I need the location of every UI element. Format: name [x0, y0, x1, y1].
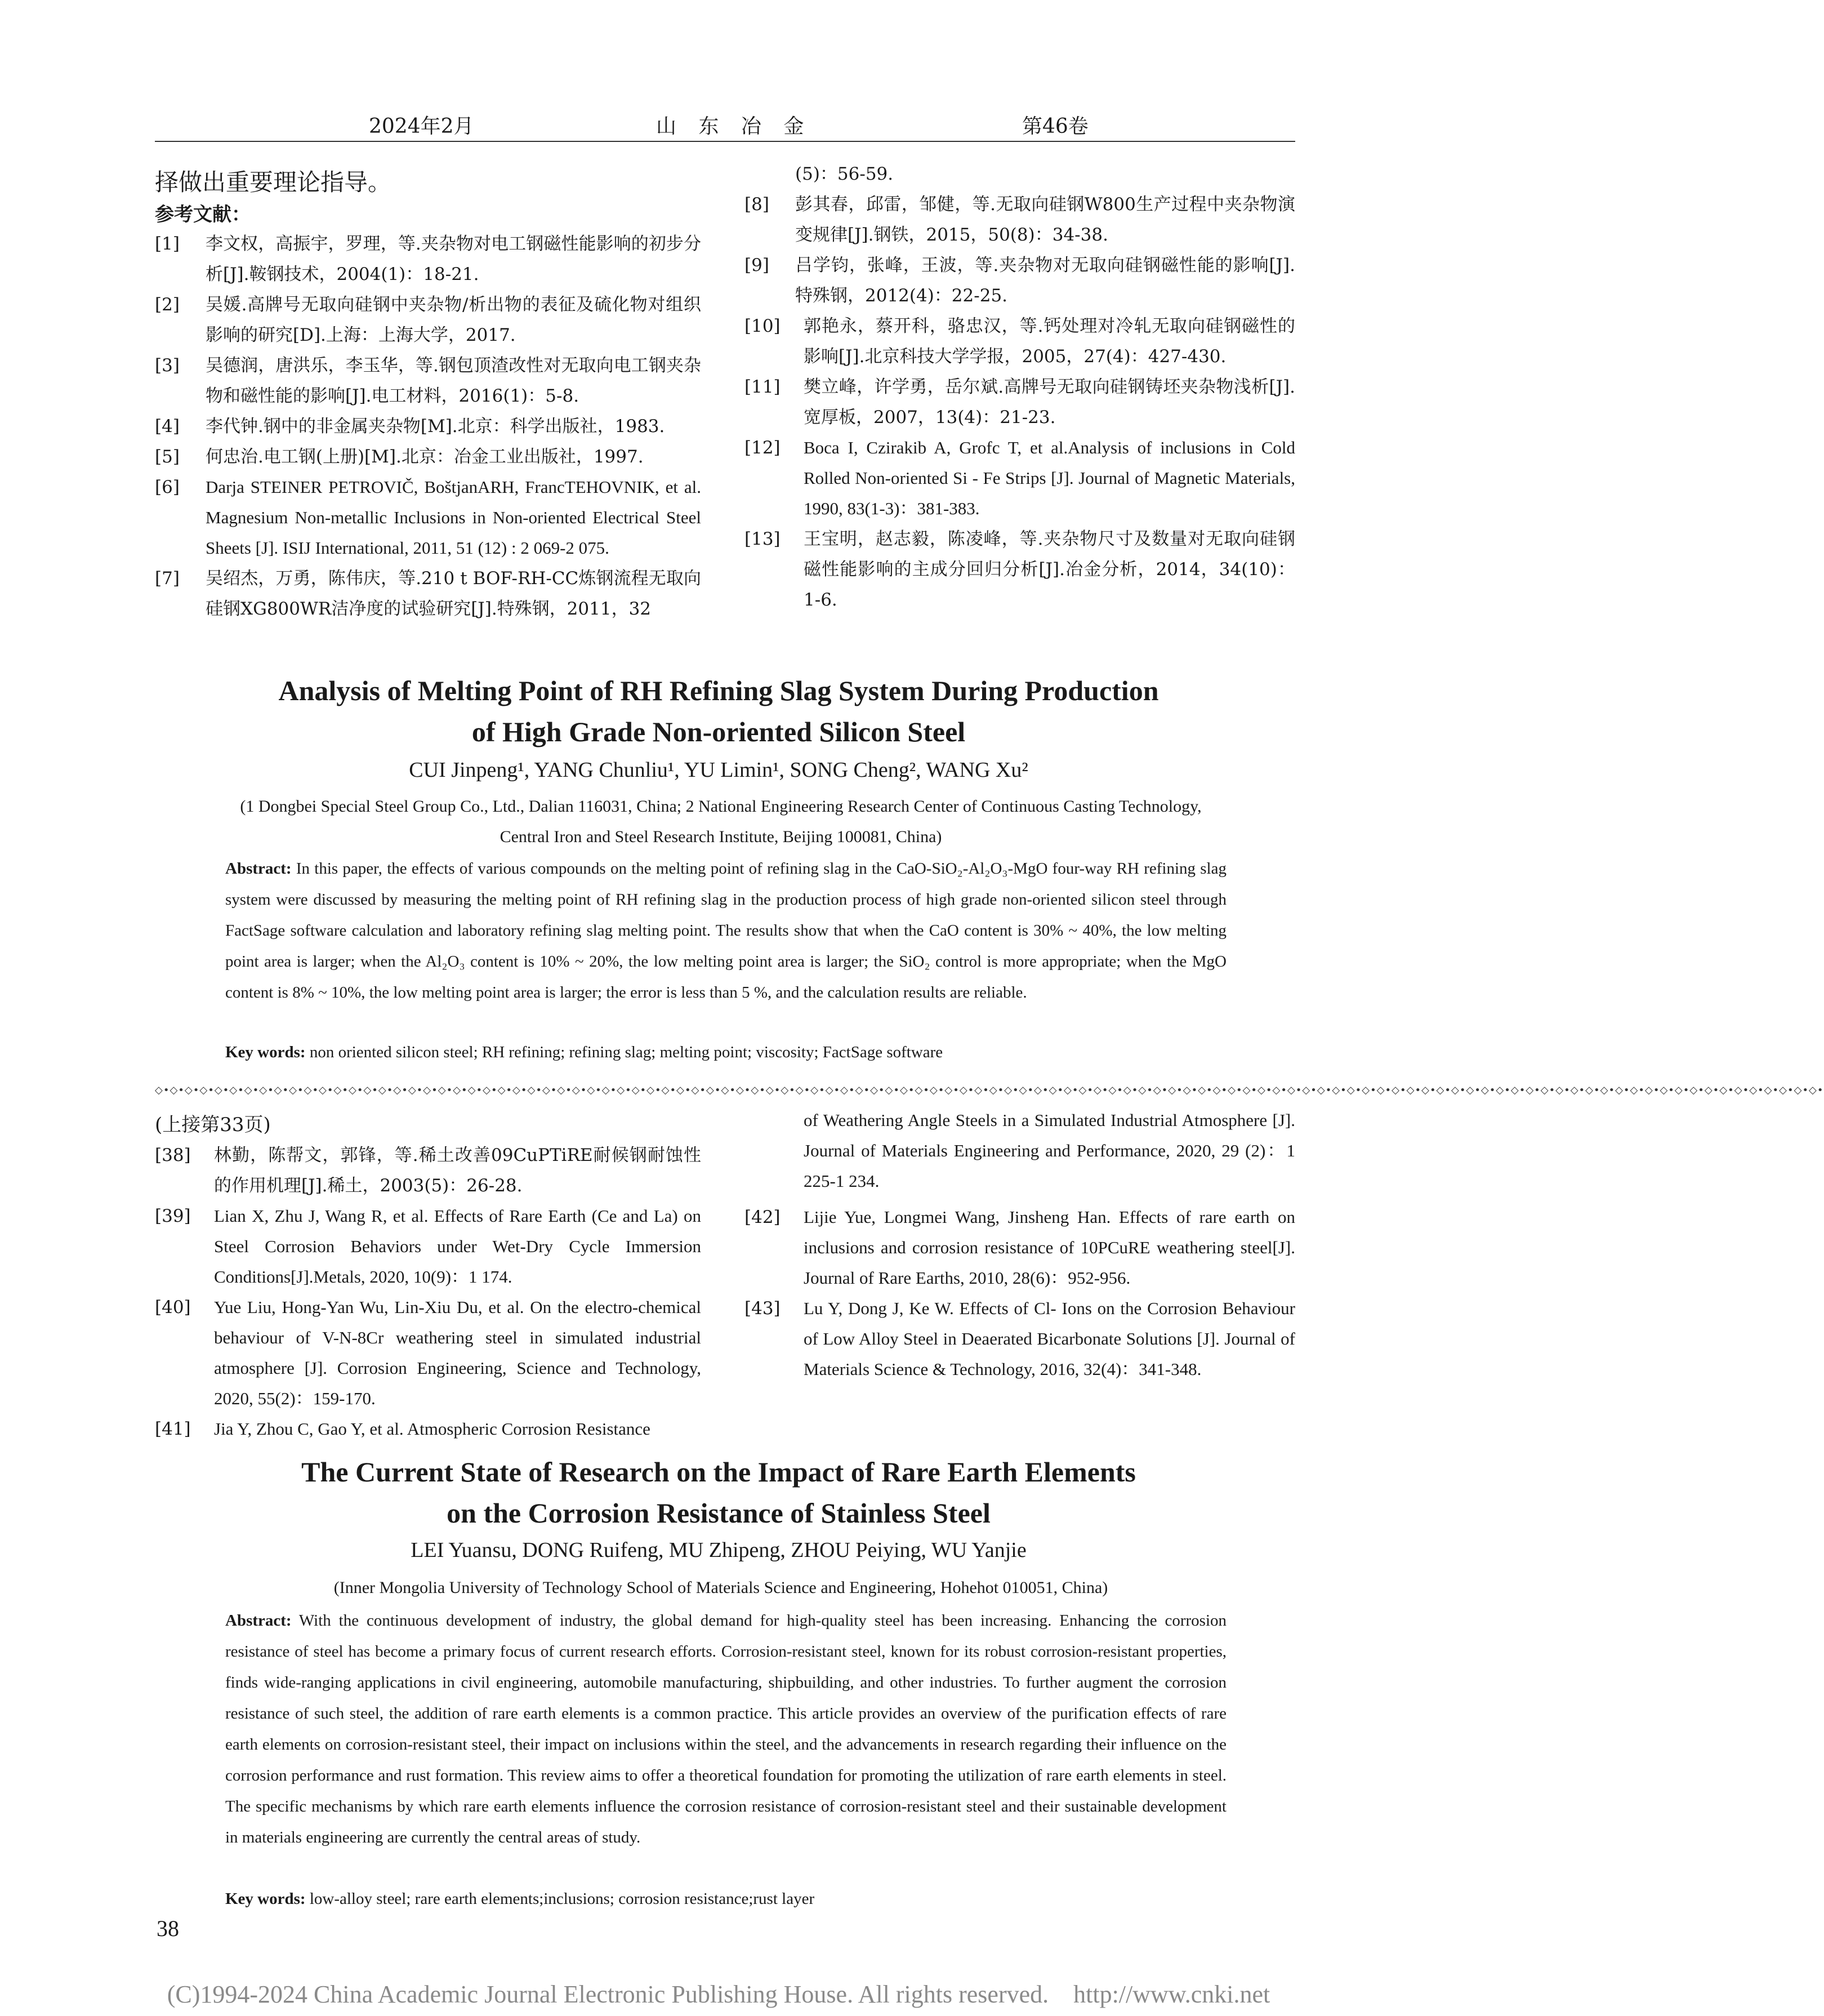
article1-affiliation: (1 Dongbei Special Steel Group Co., Ltd., Dalian 116031, China; 2 National Engineering Research Center of Continuous Casting Technology, Central Iron and Steel Research Institute, Beijing 100081, China) — [240, 797, 1202, 846]
continuation-text: (5)：56-59. — [795, 164, 894, 184]
header-volume: 第46卷 — [1022, 115, 1089, 138]
article2-title-line2: on the Corrosion Resistance of Stainless Steel — [447, 1497, 991, 1529]
ref-text: Boca I, Czirakib A, Grofc T, et al.Analysis of inclusions in Cold Rolled Non-oriented Si - Fe Strips [J]. Journal of Magnetic Materials, 1990, 83(1-3)：381-383. — [804, 438, 1295, 518]
bottom-left-column — [155, 1110, 701, 1444]
article1-keywords — [225, 1043, 1227, 1062]
ref-text: 吴媛.高牌号无取向硅钢中夹杂物/析出物的表征及硫化物对组织影响的研究[D].上海：上海大学，2017. — [206, 295, 701, 345]
ref-text: 郭艳永，蔡开科，骆忠汉，等.钙处理对冷轧无取向硅钢磁性的影响[J].北京科技大学学报，2005，27(4)：427-430. — [804, 316, 1295, 367]
reference-item — [155, 472, 701, 563]
ref-text: Lu Y, Dong J, Ke W. Effects of Cl- Ions on the Corrosion Behaviour of Low Alloy Steel in Deaerated Bicarbonate Solutions [J]. Journal of Materials Science & Technology, 2016, 32(4)：341-348. — [804, 1298, 1295, 1379]
ref-text: 王宝明，赵志毅，陈凌峰，等.夹杂物尺寸及数量对无取向硅钢磁性能影响的主成分回归分析[J].冶金分析，2014，34(10)：1-6. — [804, 529, 1295, 610]
ref-number: [12] — [744, 438, 781, 458]
reference-item — [155, 563, 701, 624]
ref-number: [6] — [155, 477, 180, 497]
ref-number: [3] — [155, 355, 180, 376]
abstract-label: Abstract: — [225, 860, 292, 878]
top-right-column — [744, 159, 1295, 615]
reference-item — [155, 229, 701, 290]
reference-item — [744, 189, 1295, 250]
ref-text: Jia Y, Zhou C, Gao Y, et al. Atmospheric Corrosion Resistance — [214, 1419, 650, 1439]
ref-text: 李文权，高振宇，罗理，等.夹杂物对电工钢磁性能影响的初步分析[J].鞍钢技术，2004(1)：18-21. — [206, 234, 701, 284]
keywords-text: non oriented silicon steel; RH refining; refining slag; melting point; viscosity; FactSage software — [305, 1043, 943, 1061]
ref-number: [11] — [744, 377, 781, 397]
header-journal: 山 东 冶 金 — [656, 115, 812, 138]
article1-title-line1: Analysis of Melting Point of RH Refining Slag System During Production — [278, 675, 1159, 706]
page-number: 38 — [157, 1916, 179, 1941]
continuation-text: of Weathering Angle Steels in a Simulated Industrial Atmosphere [J]. Journal of Materials Engineering and Performance, 2020, 29 (2)：1 225-1 234. — [804, 1110, 1295, 1191]
reference-item — [744, 372, 1295, 433]
reference-item — [155, 1201, 701, 1292]
reference-item — [155, 290, 701, 350]
ref-number: [42] — [744, 1207, 781, 1227]
ref-number: [40] — [155, 1297, 191, 1318]
reference-item — [744, 433, 1295, 524]
keywords-label: Key words: — [225, 1890, 306, 1908]
ref-text: Darja STEINER PETROVIČ, BoštjanARH, FrancTEHOVNIK, et al. Magnesium Non-metallic Inclusions in Non-oriented Electrical Steel Sheets [J]. ISIJ International, 2011, 51 (12) : 2 069-2 075. — [206, 477, 701, 558]
article2-abstract — [225, 1605, 1227, 1853]
ref-number: [1] — [155, 234, 180, 254]
ref-number: [7] — [155, 568, 180, 589]
reference-item — [744, 1293, 1295, 1385]
abstract-label: Abstract: — [225, 1612, 292, 1630]
ref-text: 何忠治.电工钢(上册)[M].北京：冶金工业出版社，1997. — [206, 447, 644, 467]
ref-number: [9] — [744, 255, 769, 275]
continuation-text: 择做出重要理论指导。 — [155, 168, 392, 196]
reference-item — [155, 1140, 701, 1201]
reference-item — [155, 350, 701, 411]
ref-number: [10] — [744, 316, 781, 336]
ref-number: [38] — [155, 1145, 191, 1165]
references-heading: 参考文献： — [155, 203, 251, 226]
header-rule — [155, 141, 1295, 142]
copyright-footer: (C)1994-2024 China Academic Journal Electronic Publishing House. All rights reserved. http://www.cnki.net — [167, 1981, 1270, 2008]
ref-number: [41] — [155, 1419, 191, 1439]
top-left-column — [155, 164, 701, 624]
ref-number: [43] — [744, 1298, 781, 1319]
ref-number: [4] — [155, 416, 180, 437]
ref-text: Yue Liu, Hong-Yan Wu, Lin-Xiu Du, et al. On the electro-chemical behaviour of V-N-8Cr weathering steel in simulated industrial atmosphere [J]. Corrosion Engineering, Science and Technology, 2020, 55(2)：159-170. — [214, 1297, 701, 1408]
reference-item — [155, 1292, 701, 1414]
reference-item — [155, 411, 701, 442]
ref-text: 林勤，陈帮文，郭锋，等.稀土改善09CuPTiRE耐候钢耐蚀性的作用机理[J].稀土，2003(5)：26-28. — [214, 1145, 701, 1196]
continued-from-label: (上接第33页) — [155, 1114, 271, 1136]
reference-item — [744, 311, 1295, 372]
article1-authors: CUI Jinpeng¹, YANG Chunliu¹, YU Limin¹, SONG Cheng², WANG Xu² — [409, 758, 1028, 782]
reference-item — [744, 1202, 1295, 1293]
ref-text: 樊立峰，许学勇，岳尔斌.高牌号无取向硅钢铸坯夹杂物浅析[J].宽厚板，2007，13(4)：21-23. — [804, 377, 1295, 428]
ref-number: [39] — [155, 1206, 191, 1226]
reference-item — [744, 524, 1295, 615]
ref-number: [5] — [155, 447, 180, 467]
article1-abstract — [225, 853, 1227, 1008]
ref-text: 李代钟.钢中的非金属夹杂物[M].北京：科学出版社，1983. — [206, 416, 665, 437]
article1-title-line2: of High Grade Non-oriented Silicon Steel — [471, 716, 966, 747]
ref-number: [2] — [155, 295, 180, 315]
reference-item — [744, 250, 1295, 311]
header-date: 2024年2月 — [369, 115, 474, 138]
keywords-text: low-alloy steel; rare earth elements;inclusions; corrosion resistance;rust layer — [305, 1890, 815, 1908]
ref-text: 吕学钧，张峰，王波，等.夹杂物对无取向硅钢磁性能的影响[J].特殊钢，2012(4)：22-25. — [795, 255, 1295, 306]
ref-text: 彭其春，邱雷，邹健，等.无取向硅钢W800生产过程中夹杂物演变规律[J].钢铁，2015，50(8)：34-38. — [795, 194, 1295, 245]
keywords-label: Key words: — [225, 1043, 306, 1061]
reference-item — [155, 1414, 701, 1444]
abstract-text: In this paper, the effects of various compounds on the melting point of refining slag in the CaO-SiO₂-Al₂O₃-MgO four-way RH refining slag system were discussed by measuring the melting point of RH refining slag in the production process of high grade non-oriented silicon steel through FactSage software calculation and laboratory refining slag melting point. The results show that when the CaO content is 30% ~ 40%, the low melting point area is larger; when the Al₂O₃ content is 10% ~ 20%, the low melting point area is larger; the SiO₂ control is more appropriate; when the MgO content is 8% ~ 10%, the low melting point area is larger; the error is less than 5 %, and the calculation results are reliable. — [225, 860, 1227, 1002]
article2-keywords — [225, 1890, 1227, 1908]
article2-authors: LEI Yuansu, DONG Ruifeng, MU Zhipeng, ZHOU Peiying, WU Yanjie — [411, 1538, 1027, 1562]
ref-number: [13] — [744, 529, 781, 549]
bottom-right-column — [744, 1105, 1295, 1385]
ornamental-separator: ◇•◇•◇•◇•◇•◇•◇•◇•◇•◇•◇•◇•◇•◇•◇•◇•◇•◇•◇•◇•◇•◇•◇•◇•◇•◇•◇•◇•◇•◇•◇•◇•◇•◇•◇•◇•◇•◇•◇•◇•◇•◇•◇•◇•◇•◇•◇•◇•◇•◇•◇•◇•◇•◇•◇•◇•◇•◇•◇•◇•◇•◇•◇•◇•◇•◇•◇•◇•◇•◇•◇•◇•◇•◇•◇•◇•◇•◇•◇•◇•◇•◇•◇•◇•◇•◇•◇•◇•◇•◇•◇•◇•◇•◇•◇•◇•◇•◇•◇•◇•◇•◇•◇•◇•◇•◇•◇•◇•◇•◇•◇•◇• — [155, 1084, 1824, 1096]
article2-affiliation: (Inner Mongolia University of Technology School of Materials Science and Engineering, Hohehot 010051, China) — [333, 1578, 1108, 1597]
abstract-text: With the continuous development of industry, the global demand for high-quality steel has been increasing. Enhancing the corrosion resistance of steel has become a primary focus of current research efforts. Corrosion-resistant steel, known for its robust corrosion-resistant properties, finds wide-ranging applications in civil engineering, automobile manufacturing, shipbuilding, and other industries. To further augment the corrosion resistance of such steel, the addition of rare earth elements is a common practice. This article provides an overview of the purification effects of rare earth elements on corrosion-resistant steel, their impact on inclusions within the steel, and the advancements in research regarding their influence on the corrosion performance and rust formation. This review aims to offer a theoretical foundation for promoting the utilization of rare earth elements in steel. The specific mechanisms by which rare earth elements influence the corrosion resistance of corrosion-resistant steel and their sustainable development in materials engineering are currently the central areas of study. — [225, 1612, 1227, 1846]
reference-item — [155, 442, 701, 472]
article2-title-line1: The Current State of Research on the Impact of Rare Earth Elements — [301, 1456, 1136, 1488]
ref-text: Lijie Yue, Longmei Wang, Jinsheng Han. Effects of rare earth on inclusions and corrosion resistance of 10PCuRE weathering steel[J]. Journal of Rare Earths, 2010, 28(6)：952-956. — [804, 1207, 1295, 1288]
ref-text: 吴绍杰，万勇，陈伟庆，等.210 t BOF-RH-CC炼钢流程无取向硅钢XG800WR洁净度的试验研究[J].特殊钢，2011，32 — [206, 568, 701, 619]
ref-text: Lian X, Zhu J, Wang R, et al. Effects of Rare Earth (Ce and La) on Steel Corrosion Behaviors under Wet-Dry Cycle Immersion Conditions[J].Metals, 2020, 10(9)：1 174. — [214, 1206, 701, 1287]
ref-text: 吴德润，唐洪乐，李玉华，等.钢包顶渣改性对无取向电工钢夹杂物和磁性能的影响[J].电工材料，2016(1)：5-8. — [206, 355, 701, 406]
ref-number: [8] — [744, 194, 769, 215]
